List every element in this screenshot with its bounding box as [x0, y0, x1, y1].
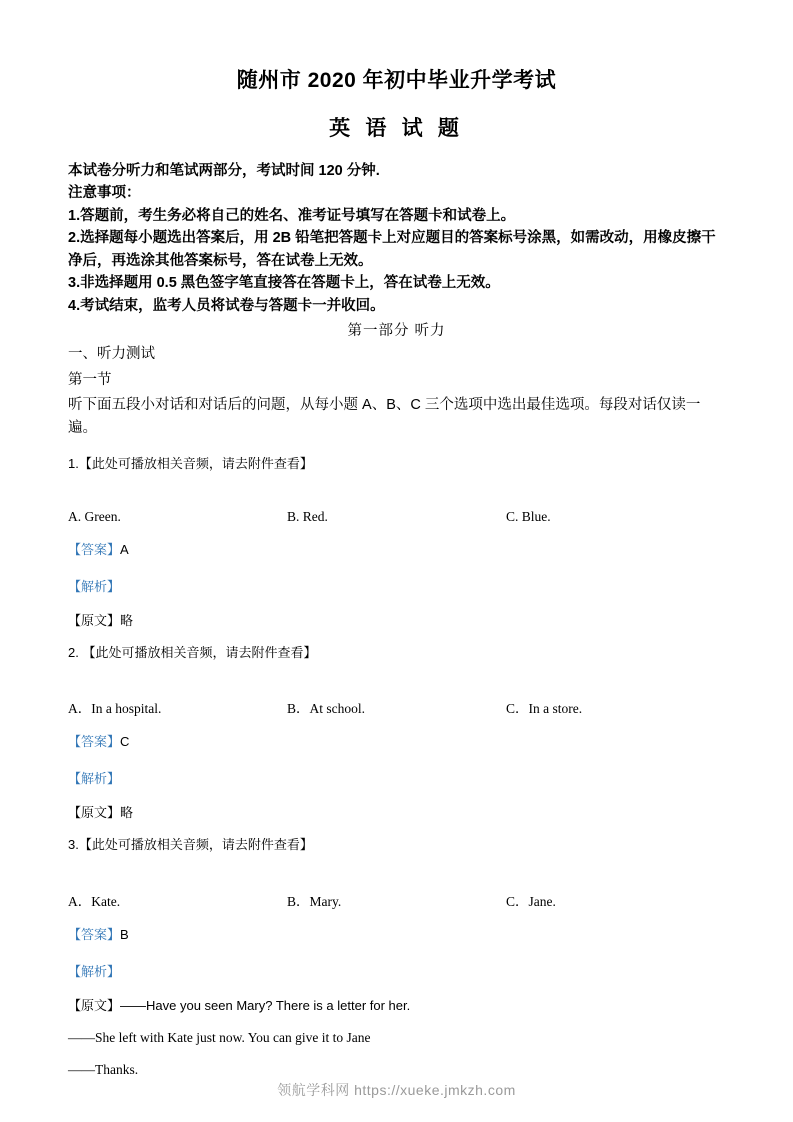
section-instruction: 听下面五段小对话和对话后的问题，从每小题 A、B、C 三个选项中选出最佳选项。每段对话仅读一遍。	[68, 396, 701, 436]
question-block	[68, 454, 725, 629]
instruction-line-2: 1.答题前，考生务必将自己的姓名、准考证号填写在答题卡和试卷上。	[68, 207, 516, 224]
source-extra-line: ——She left with Kate just now. You can give it to Jane	[68, 1029, 371, 1045]
source-extra-line: ——Thanks.	[68, 1061, 139, 1077]
answer-tag: 【答案】	[68, 541, 121, 557]
option-c[interactable]: C. Blue.	[506, 508, 551, 524]
analysis-line	[68, 576, 725, 595]
footer-watermark: 领航学科网 https://xueke.jmkzh.com	[277, 1082, 516, 1098]
instruction-line-3: 2.选择题每小题选出答案后，用 2B 铅笔把答题卡上对应题目的答案标号涂黑，如需改动，用橡皮擦干净后，再选涂其他答案标号，答在试卷上无效。	[68, 230, 716, 269]
answer-value: C	[120, 734, 130, 750]
question-block	[68, 643, 725, 822]
source-text: 略	[120, 612, 134, 628]
analysis-tag: 【解析】	[68, 771, 121, 787]
answer-line	[68, 540, 725, 561]
source-line	[68, 802, 725, 821]
question-block	[68, 835, 725, 1078]
source-text: 略	[120, 805, 134, 821]
answer-tag: 【答案】	[68, 734, 121, 750]
section-subheading: 第一节	[68, 372, 112, 389]
source-line	[68, 995, 725, 1014]
exam-instructions	[68, 160, 725, 317]
answer-line	[68, 925, 725, 946]
question-stem: 2. 【此处可播放相关音频，请去附件查看】	[68, 644, 317, 660]
option-a[interactable]: A．In a hospital.	[68, 701, 162, 717]
question-stem: 1.【此处可播放相关音频，请去附件查看】	[68, 456, 313, 472]
source-tag: 【原文】	[68, 612, 121, 628]
option-c[interactable]: C．Jane.	[506, 894, 556, 910]
instruction-line-0: 本试卷分听力和笔试两部分，考试时间 120 分钟.	[68, 163, 380, 179]
option-b[interactable]: B．Mary.	[287, 894, 342, 910]
part-heading: 第一部分 听力	[347, 323, 446, 340]
source-line	[68, 610, 725, 629]
answer-line	[68, 732, 725, 753]
option-a[interactable]: A. Green.	[68, 508, 121, 524]
answer-value: A	[120, 541, 129, 557]
analysis-line	[68, 768, 725, 787]
question-options	[68, 697, 725, 717]
page-title: 随州市 2020 年初中毕业升学考试	[236, 69, 557, 92]
option-a[interactable]: A．Kate.	[68, 894, 121, 910]
analysis-tag: 【解析】	[68, 578, 121, 594]
option-b[interactable]: B. Red.	[287, 508, 328, 524]
answer-tag: 【答案】	[68, 927, 121, 943]
instruction-line-4: 3.非选择题用 0.5 黑色签字笔直接答在答题卡上，答在试卷上无效。	[68, 275, 500, 292]
option-c[interactable]: C．In a store.	[506, 701, 583, 717]
instruction-line-1: 注意事项：	[68, 185, 141, 202]
question-options	[68, 890, 725, 910]
source-tag: 【原文】	[68, 805, 121, 821]
instruction-line-5: 4.考试结束，监考人员将试卷与答题卡一并收回。	[68, 297, 385, 314]
option-b[interactable]: B．At school.	[287, 701, 366, 717]
question-stem: 3.【此处可播放相关音频，请去附件查看】	[68, 837, 313, 853]
page-subtitle: 英 语 试 题	[329, 116, 464, 140]
source-tag: 【原文】	[68, 997, 121, 1013]
source-text: ——Have you seen Mary? There is a letter for her.	[120, 997, 411, 1013]
analysis-line	[68, 961, 725, 980]
answer-value: B	[120, 927, 129, 943]
section-heading: 一、听力测试	[68, 346, 155, 363]
question-options	[68, 509, 725, 525]
analysis-tag: 【解析】	[68, 963, 121, 979]
